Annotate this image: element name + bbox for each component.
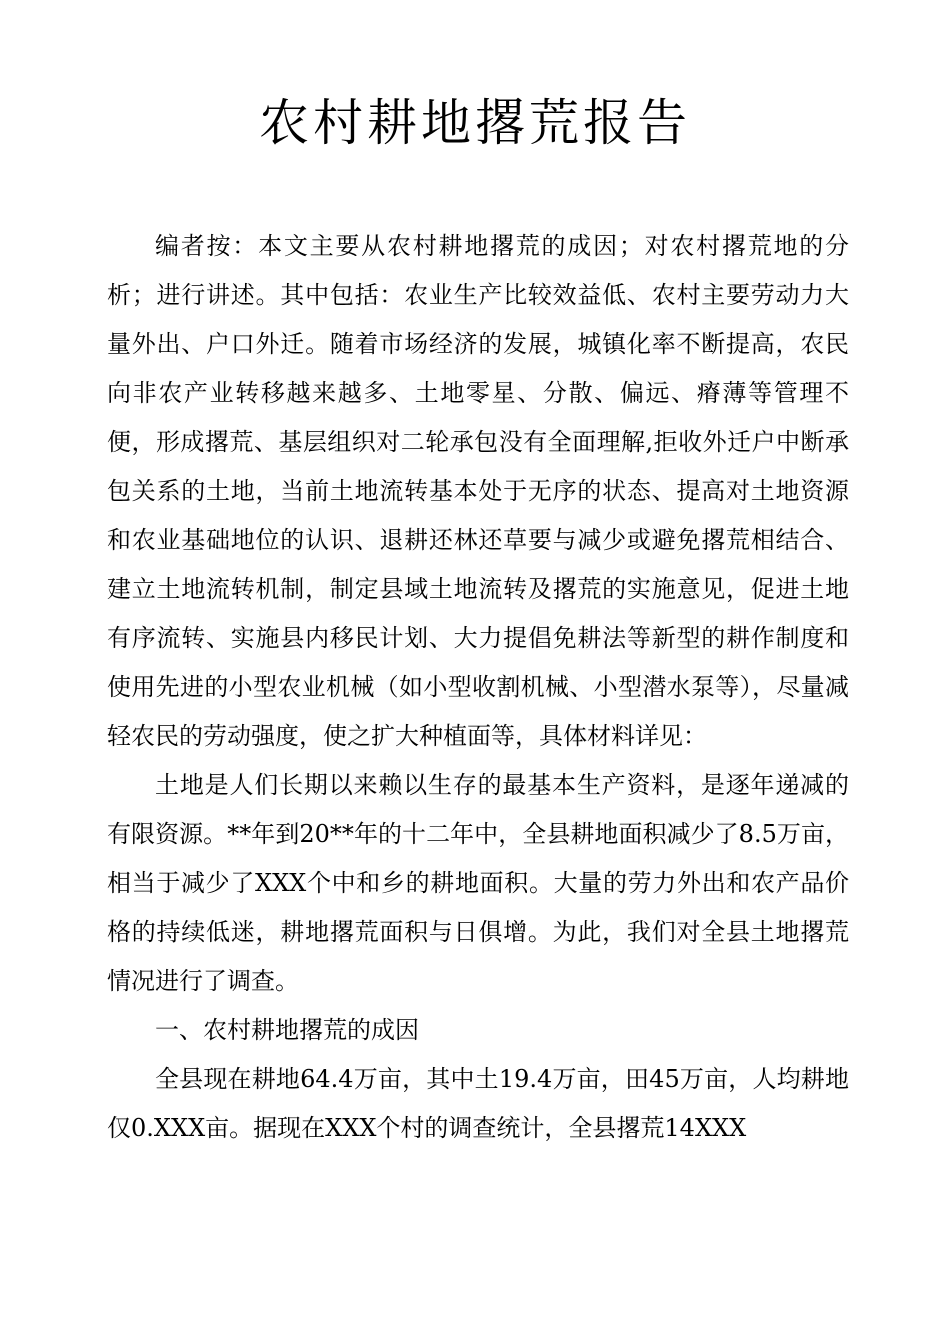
body-paragraph: 全县现在耕地64.4万亩，其中土19.4万亩，田45万亩，人均耕地仅0.XXX亩。据现在XXX个村的调查统计，全县撂荒14XXX [107,1065,849,1142]
document-body [107,222,849,1153]
intro-paragraph: 土地是人们长期以来赖以生存的最基本生产资料，是逐年递减的有限资源。**年到20**年的十二年中，全县耕地面积减少了8.5万亩，相当于减少了XXX个中和乡的耕地面积。大量的劳力外出和农产品价格的持续低迷，耕地撂荒面积与日俱增。为此，我们对全县土地撂荒情况进行了调查。 [107,771,849,995]
document-title: 农村耕地撂荒报告 [259,94,691,152]
section-heading: 一、农村耕地撂荒的成因 [155,1016,419,1044]
editor-note-paragraph: 编者按：本文主要从农村耕地撂荒的成因；对农村撂荒地的分析；进行讲述。其中包括：农业生产比较效益低、农村主要劳动力大量外出、户口外迁。随着市场经济的发展，城镇化率不断提高，农民向非农产业转移越来越多、土地零星、分散、偏远、瘠薄等管理不便，形成撂荒、基层组织对二轮承包没有全面理解,拒收外迁户中断承包关系的土地，当前土地流转基本处于无序的状态、提高对土地资源和农业基础地位的认识、退耕还林还草要与减少或避免撂荒相结合、建立土地流转机制，制定县域土地流转及撂荒的实施意见，促进土地有序流转、实施县内移民计划、大力提倡免耕法等新型的耕作制度和使用先进的小型农业机械（如小型收割机械、小型潜水泵等），尽量减轻农民的劳动强度，使之扩大种植面等，具体材料详见： [107,232,849,750]
